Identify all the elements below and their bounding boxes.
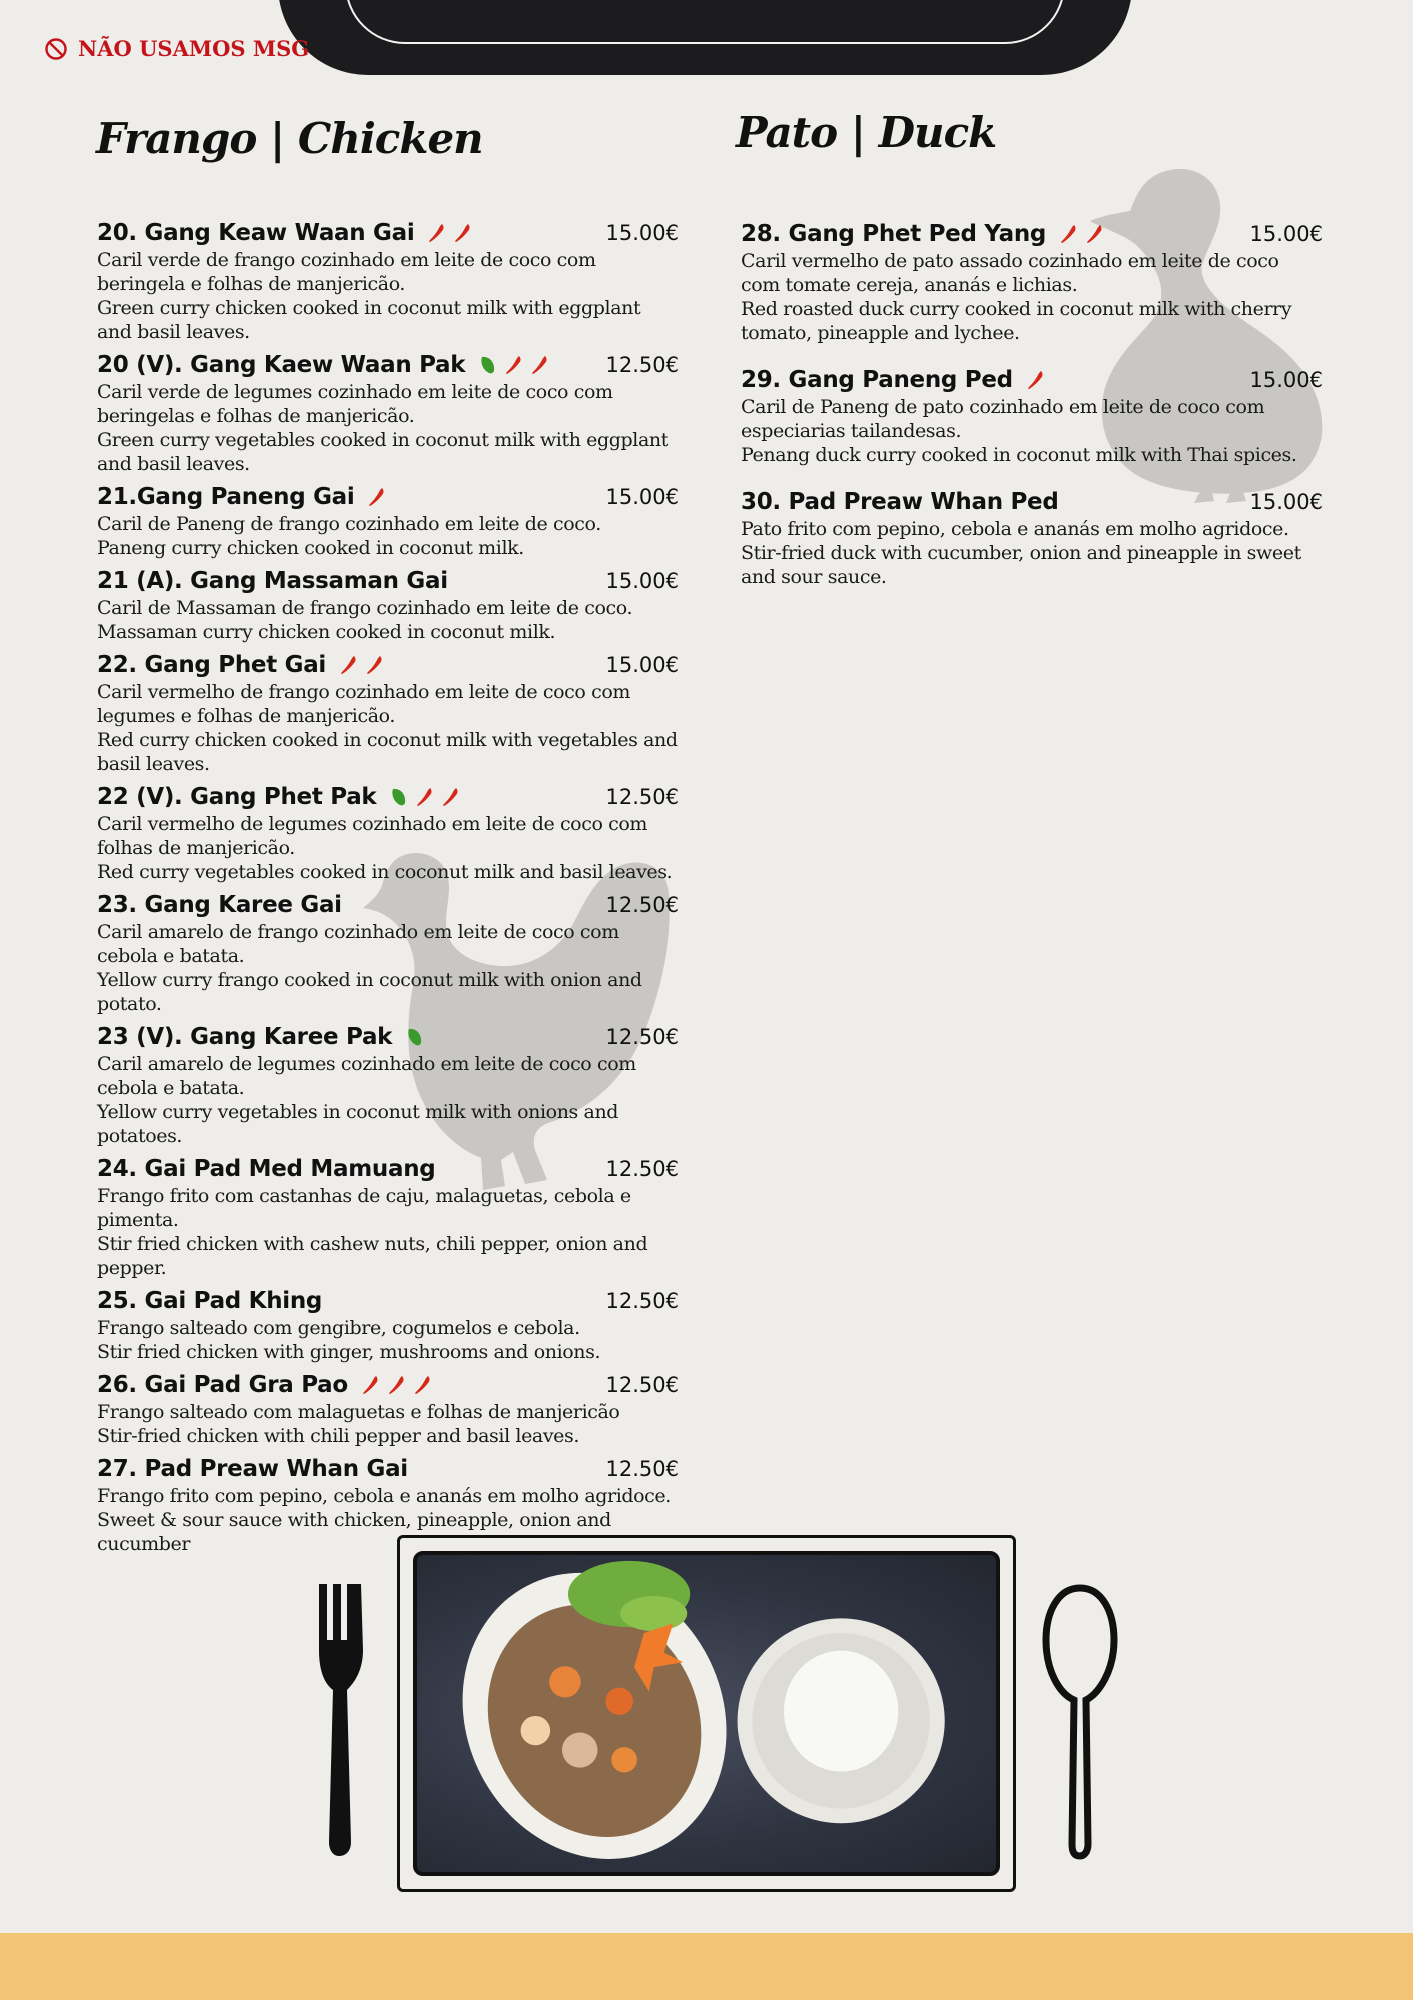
menu-item-description-pt: Caril verde de legumes cozinhado em leite de coco com beringelas e folhas de manjericão.: [97, 381, 613, 427]
menu-item-name: 22 (V). Gang Phet Pak: [97, 784, 377, 810]
menu-item-description-en: Red curry vegetables cooked in coconut milk and basil leaves.: [97, 861, 673, 883]
menu-item: [97, 1154, 679, 1280]
menu-item-price: 15.00€: [605, 221, 679, 245]
duck-menu-list: [741, 219, 1323, 609]
menu-item-header: [97, 890, 679, 920]
menu-item-name: 29. Gang Paneng Ped: [741, 367, 1013, 393]
menu-item-icons: [1060, 223, 1104, 245]
chili-icon: [1060, 223, 1078, 245]
menu-item-icons: [1027, 369, 1045, 391]
duck-section-title: Pato | Duck: [736, 108, 997, 157]
menu-item-header: [97, 782, 679, 812]
menu-item-description-en: Stir fried chicken with cashew nuts, chili pepper, onion and pepper.: [97, 1233, 648, 1279]
no-msg-notice: [44, 36, 309, 61]
menu-item-header: [741, 219, 1323, 249]
menu-item-description-pt: Frango salteado com malaguetas e folhas de manjericão: [97, 1401, 620, 1423]
menu-item-description-pt: Caril vermelho de frango cozinhado em leite de coco com legumes e folhas de manjericão.: [97, 681, 630, 727]
leaf-icon: [479, 354, 497, 376]
chili-icon: [1086, 223, 1104, 245]
menu-item: [97, 350, 679, 476]
menu-item: [97, 1286, 679, 1364]
chili-icon: [362, 1374, 380, 1396]
menu-item-header: [741, 487, 1323, 517]
menu-item-icons: [428, 222, 472, 244]
chili-icon: [340, 654, 358, 676]
dish-photo: [413, 1551, 1000, 1876]
menu-item-description-en: Yellow curry frango cooked in coconut milk with onion and potato.: [97, 969, 642, 1015]
menu-item: [97, 1370, 679, 1448]
chili-icon: [454, 222, 472, 244]
menu-item: [97, 482, 679, 560]
menu-item-description-en: Red curry chicken cooked in coconut milk with vegetables and basil leaves.: [97, 729, 678, 775]
menu-item-description-en: Stir-fried chicken with chili pepper and basil leaves.: [97, 1425, 580, 1447]
menu-item-price: 15.00€: [605, 569, 679, 593]
menu-item: [97, 782, 679, 884]
menu-item-description-en: Massaman curry chicken cooked in coconut milk.: [97, 621, 556, 643]
menu-item-name: 21 (A). Gang Massaman Gai: [97, 568, 448, 594]
menu-item-price: 12.50€: [605, 893, 679, 917]
menu-item-header: [97, 1286, 679, 1316]
chili-icon: [531, 354, 549, 376]
menu-item-description-pt: Caril vermelho de pato assado cozinhado em leite de coco com tomate cereja, ananás e lichias.: [741, 250, 1279, 296]
menu-item-header: [97, 350, 679, 380]
menu-item-price: 15.00€: [605, 653, 679, 677]
menu-item-header: [741, 365, 1323, 395]
menu-item-description-pt: Frango salteado com gengibre, cogumelos e cebola.: [97, 1317, 580, 1339]
menu-item: [97, 218, 679, 344]
menu-item-description-en: Green curry vegetables cooked in coconut milk with eggplant and basil leaves.: [97, 429, 668, 475]
menu-item-price: 12.50€: [605, 1373, 679, 1397]
menu-item-name: 24. Gai Pad Med Mamuang: [97, 1156, 436, 1182]
menu-item-header: [97, 1454, 679, 1484]
menu-item-description-pt: Caril vermelho de legumes cozinhado em leite de coco com folhas de manjericão.: [97, 813, 648, 859]
menu-item-price: 15.00€: [1249, 368, 1323, 392]
menu-item: [741, 487, 1323, 589]
chili-icon: [368, 486, 386, 508]
menu-item-description-pt: Caril verde de frango cozinhado em leite de coco com beringela e folhas de manjericão.: [97, 249, 596, 295]
menu-item-price: 15.00€: [605, 485, 679, 509]
menu-item: [97, 890, 679, 1016]
menu-item-name: 28. Gang Phet Ped Yang: [741, 221, 1047, 247]
top-decorative-tab-outline: [345, 0, 1065, 44]
menu-item-description-en: Penang duck curry cooked in coconut milk with Thai spices.: [741, 444, 1297, 466]
chili-icon: [366, 654, 384, 676]
menu-item-icons: [406, 1026, 424, 1048]
menu-item-name: 21.Gang Paneng Gai: [97, 484, 355, 510]
menu-item-price: 12.50€: [605, 1025, 679, 1049]
menu-item-icons: [362, 1374, 432, 1396]
menu-item: [97, 566, 679, 644]
chicken-menu-list: [97, 218, 679, 1562]
menu-item-header: [97, 1022, 679, 1052]
ban-icon: [44, 37, 68, 61]
chili-icon: [1027, 369, 1045, 391]
menu-item-name: 26. Gai Pad Gra Pao: [97, 1372, 348, 1398]
chili-icon: [416, 786, 434, 808]
dish-photo-illustration: [417, 1555, 996, 1872]
menu-item-icons: [390, 786, 460, 808]
chicken-section-title: Frango | Chicken: [96, 114, 483, 163]
menu-item-name: 27. Pad Preaw Whan Gai: [97, 1456, 408, 1482]
menu-item-description-en: Red roasted duck curry cooked in coconut milk with cherry tomato, pineapple and lychee.: [741, 298, 1292, 344]
chili-icon: [428, 222, 446, 244]
menu-item: [741, 219, 1323, 345]
menu-item-price: 12.50€: [605, 785, 679, 809]
no-msg-text: NÃO USAMOS MSG: [78, 36, 310, 61]
menu-item-name: 23. Gang Karee Gai: [97, 892, 342, 918]
menu-item-description-pt: Caril amarelo de legumes cozinhado em leite de coco com cebola e batata.: [97, 1053, 636, 1099]
chili-icon: [414, 1374, 432, 1396]
menu-item-description-pt: Caril de Paneng de frango cozinhado em leite de coco.: [97, 513, 601, 535]
menu-item: [97, 650, 679, 776]
menu-item-description-pt: Pato frito com pepino, cebola e ananás em molho agridoce.: [741, 518, 1289, 540]
menu-item-icons: [368, 486, 386, 508]
leaf-icon: [390, 786, 408, 808]
fork-icon: [313, 1580, 369, 1860]
menu-item-name: 20 (V). Gang Kaew Waan Pak: [97, 352, 466, 378]
menu-item-description-pt: Caril de Paneng de pato cozinhado em leite de coco com especiarias tailandesas.: [741, 396, 1265, 442]
menu-item-description-en: Paneng curry chicken cooked in coconut milk.: [97, 537, 524, 559]
menu-item-icons: [340, 654, 384, 676]
menu-item-header: [97, 566, 679, 596]
menu-item-price: 15.00€: [1249, 222, 1323, 246]
menu-item-description-pt: Frango frito com pepino, cebola e ananás em molho agridoce.: [97, 1485, 671, 1507]
menu-item-icons: [479, 354, 549, 376]
chili-icon: [442, 786, 460, 808]
menu-item-header: [97, 1370, 679, 1400]
menu-item-name: 23 (V). Gang Karee Pak: [97, 1024, 393, 1050]
menu-item-header: [97, 482, 679, 512]
menu-item-description-en: Green curry chicken cooked in coconut milk with eggplant and basil leaves.: [97, 297, 641, 343]
menu-item-description-pt: Frango frito com castanhas de caju, malaguetas, cebola e pimenta.: [97, 1185, 631, 1231]
chili-icon: [505, 354, 523, 376]
menu-item-description-en: Sweet & sour sauce with chicken, pineapple, onion and cucumber: [97, 1509, 611, 1555]
bottom-color-bar: [0, 1933, 1413, 2000]
menu-item-price: 12.50€: [605, 353, 679, 377]
photo-frame: [397, 1535, 1016, 1892]
menu-item-name: 20. Gang Keaw Waan Gai: [97, 220, 415, 246]
spoon-icon: [1040, 1582, 1120, 1862]
menu-item-name: 22. Gang Phet Gai: [97, 652, 327, 678]
menu-item: [97, 1022, 679, 1148]
menu-item-price: 12.50€: [605, 1457, 679, 1481]
menu-item-header: [97, 650, 679, 680]
menu-item-description-en: Stir fried chicken with ginger, mushrooms and onions.: [97, 1341, 601, 1363]
menu-item-header: [97, 1154, 679, 1184]
menu-item-description-en: Stir-fried duck with cucumber, onion and pineapple in sweet and sour sauce.: [741, 542, 1301, 588]
menu-item-header: [97, 218, 679, 248]
menu-item-price: 12.50€: [605, 1289, 679, 1313]
leaf-icon: [406, 1026, 424, 1048]
menu-item-name: 25. Gai Pad Khing: [97, 1288, 323, 1314]
menu-item-description-pt: Caril de Massaman de frango cozinhado em leite de coco.: [97, 597, 633, 619]
menu-item-name: 30. Pad Preaw Whan Ped: [741, 489, 1059, 515]
menu-item-description-en: Yellow curry vegetables in coconut milk with onions and potatoes.: [97, 1101, 619, 1147]
menu-item-price: 12.50€: [605, 1157, 679, 1181]
chili-icon: [388, 1374, 406, 1396]
menu-item-price: 15.00€: [1249, 490, 1323, 514]
menu-item-description-pt: Caril amarelo de frango cozinhado em leite de coco com cebola e batata.: [97, 921, 619, 967]
menu-item: [741, 365, 1323, 467]
